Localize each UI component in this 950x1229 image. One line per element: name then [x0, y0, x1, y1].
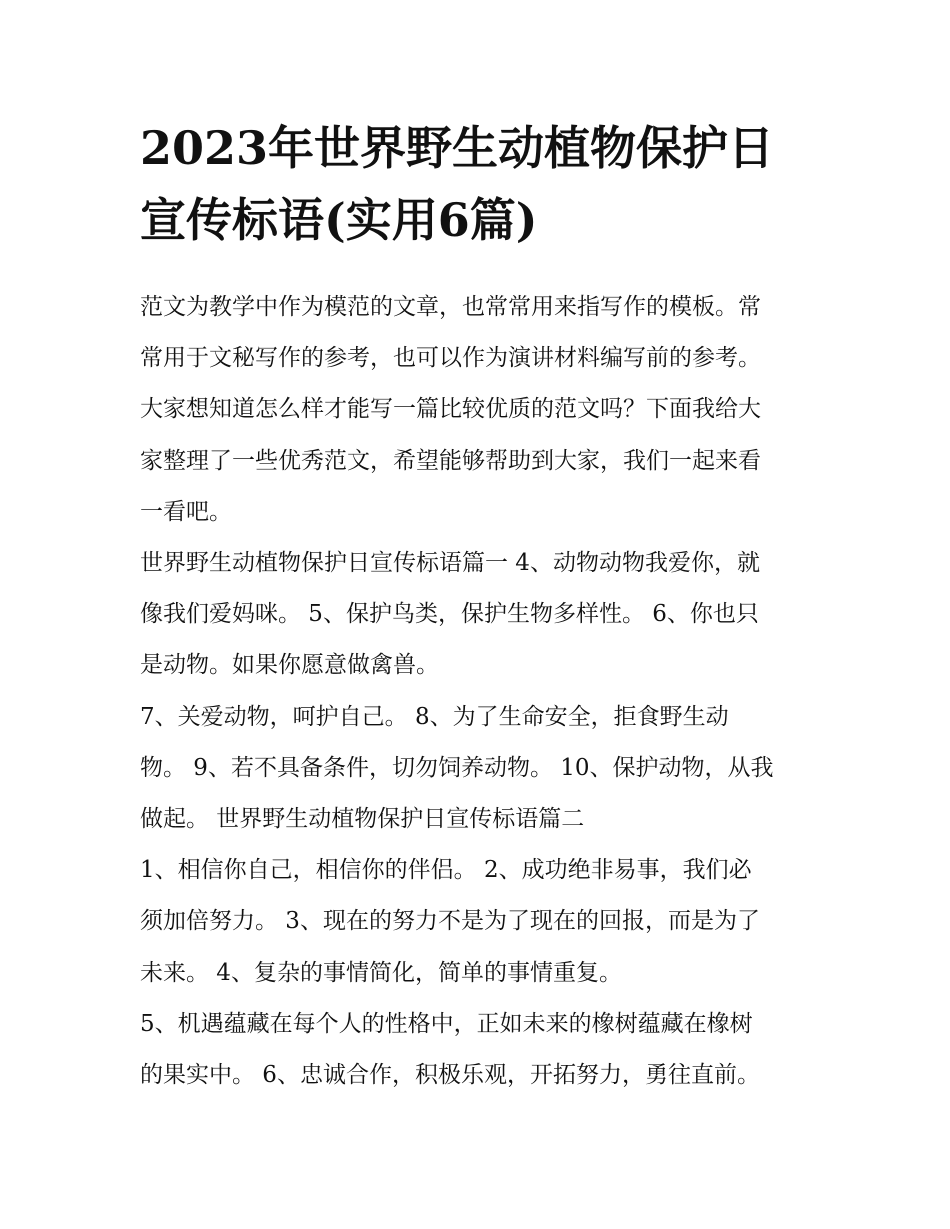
paragraph-slogans-2 — [140, 692, 815, 846]
text-line: 的果实中。 6、忠诚合作，积极乐观，开拓努力，勇往直前。 — [140, 1062, 760, 1089]
document-body — [140, 282, 815, 1101]
text-line: 5、机遇蕴藏在每个人的性格中，正如未来的橡树蕴藏在橡树 — [140, 1010, 753, 1037]
title-line: 宣传标语(实用6篇) — [140, 193, 538, 247]
title-line: 2023年世界野生动植物保护日 — [140, 121, 775, 175]
text-line: 做起。 世界野生动植物保护日宣传标语篇二 — [140, 806, 585, 833]
text-line: 家整理了一些优秀范文，希望能够帮助到大家，我们一起来看 — [140, 447, 761, 474]
text-line: 常用于文秘写作的参考，也可以作为演讲材料编写前的参考。 — [140, 345, 761, 372]
text-line: 像我们爱妈咪。 5、保护鸟类，保护生物多样性。 6、你也只 — [140, 601, 759, 628]
text-line: 范文为教学中作为模范的文章，也常常用来指写作的模板。常 — [140, 294, 761, 320]
document-title — [140, 112, 815, 256]
text-line: 1、相信你自己，相信你的伴侣。 2、成功绝非易事，我们必 — [140, 857, 752, 884]
text-line: 须加倍努力。 3、现在的努力不是为了现在的回报，而是为了 — [140, 908, 760, 935]
text-line: 一看吧。 — [140, 498, 232, 525]
document-page — [140, 112, 815, 1101]
text-line: 物。 9、若不具备条件，切勿饲养动物。 10、保护动物，从我 — [140, 754, 774, 781]
text-line: 是动物。如果你愿意做禽兽。 — [140, 652, 439, 679]
paragraph-slogans-3 — [140, 845, 815, 999]
text-line: 大家想知道怎么样才能写一篇比较优质的范文吗？下面我给大 — [140, 396, 761, 423]
text-line: 世界野生动植物保护日宣传标语篇一 4、动物动物我爱你，就 — [140, 550, 760, 577]
text-line: 未来。 4、复杂的事情简化，简单的事情重复。 — [140, 959, 622, 986]
paragraph-intro — [140, 282, 815, 538]
text-line: 7、关爱动物，呵护自己。 8、为了生命安全，拒食野生动 — [140, 703, 729, 730]
paragraph-slogans-4 — [140, 999, 815, 1101]
paragraph-slogans-1 — [140, 538, 815, 692]
